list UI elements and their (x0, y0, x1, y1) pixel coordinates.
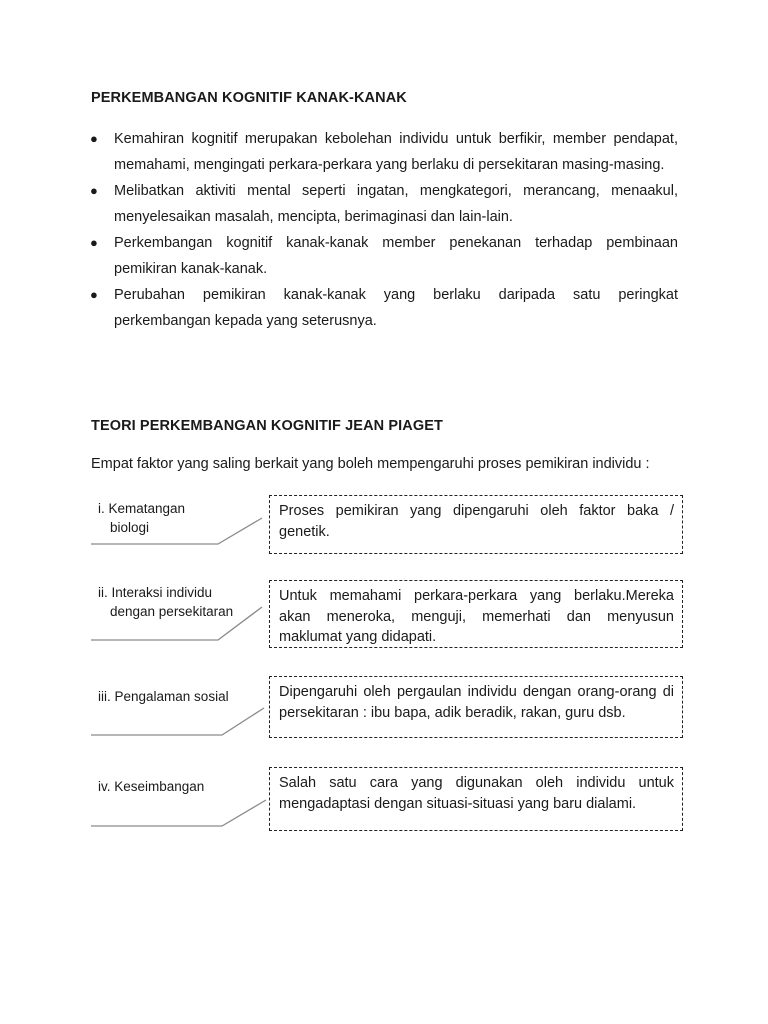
factor-label-social-experience: iii. Pengalaman sosial (98, 689, 229, 704)
section-title-cognitive-development: PERKEMBANGAN KOGNITIF KANAK-KANAK (91, 90, 407, 106)
section-title-piaget-theory: TEORI PERKEMBANGAN KOGNITIF JEAN PIAGET (91, 418, 443, 434)
factor-description-box: Proses pemikiran yang dipengaruhi oleh faktor baka / genetik. (269, 495, 683, 554)
factor-description-box: Salah satu cara yang digunakan oleh individu untuk mengadaptasi dengan situasi-situasi yang baru dialami. (269, 767, 683, 831)
factor-description-box: Dipengaruhi oleh pergaulan individu dengan orang-orang di persekitaran : ibu bapa, adik beradik, rakan, guru dsb. (269, 676, 683, 738)
factor-label-equilibrium: iv. Keseimbangan (98, 779, 205, 794)
factor-description-box: Untuk memahami perkara-perkara yang berlaku.Mereka akan meneroka, menguji, memerhati dan menyusun maklumat yang didapati. (269, 580, 683, 648)
connector-line (91, 800, 266, 826)
factor-label-maturation: i. Kematangan biologi (98, 501, 186, 535)
bullet-icon: ● (90, 235, 98, 250)
connector-line (91, 708, 264, 735)
bullet-icon: ● (90, 131, 98, 146)
intro-text: Empat faktor yang saling berkait yang boleh mempengaruhi proses pemikiran individu : (91, 456, 650, 472)
list-item: ● Perubahan pemikiran kanak-kanak yang berlaku daripada satu peringkat perkembangan kepada yang seterusnya. (90, 282, 678, 334)
bullet-icon: ● (90, 183, 98, 198)
bullet-icon: ● (90, 287, 98, 302)
list-item: ● Kemahiran kognitif merupakan kebolehan individu untuk berfikir, member pendapat, memahami, mengingati perkara-perkara yang berlaku di persekitaran masing-masing. (90, 126, 678, 178)
list-item: ● Melibatkan aktiviti mental seperti ingatan, mengkategori, merancang, menaakul, menyelesaikan masalah, mencipta, berimaginasi dan lain-lain. (90, 178, 678, 230)
list-item: ● Perkembangan kognitif kanak-kanak member penekanan terhadap pembinaan pemikiran kanak-kanak. (90, 230, 678, 282)
factor-label-interaction: ii. Interaksi individu dengan persekitaran (98, 585, 234, 619)
